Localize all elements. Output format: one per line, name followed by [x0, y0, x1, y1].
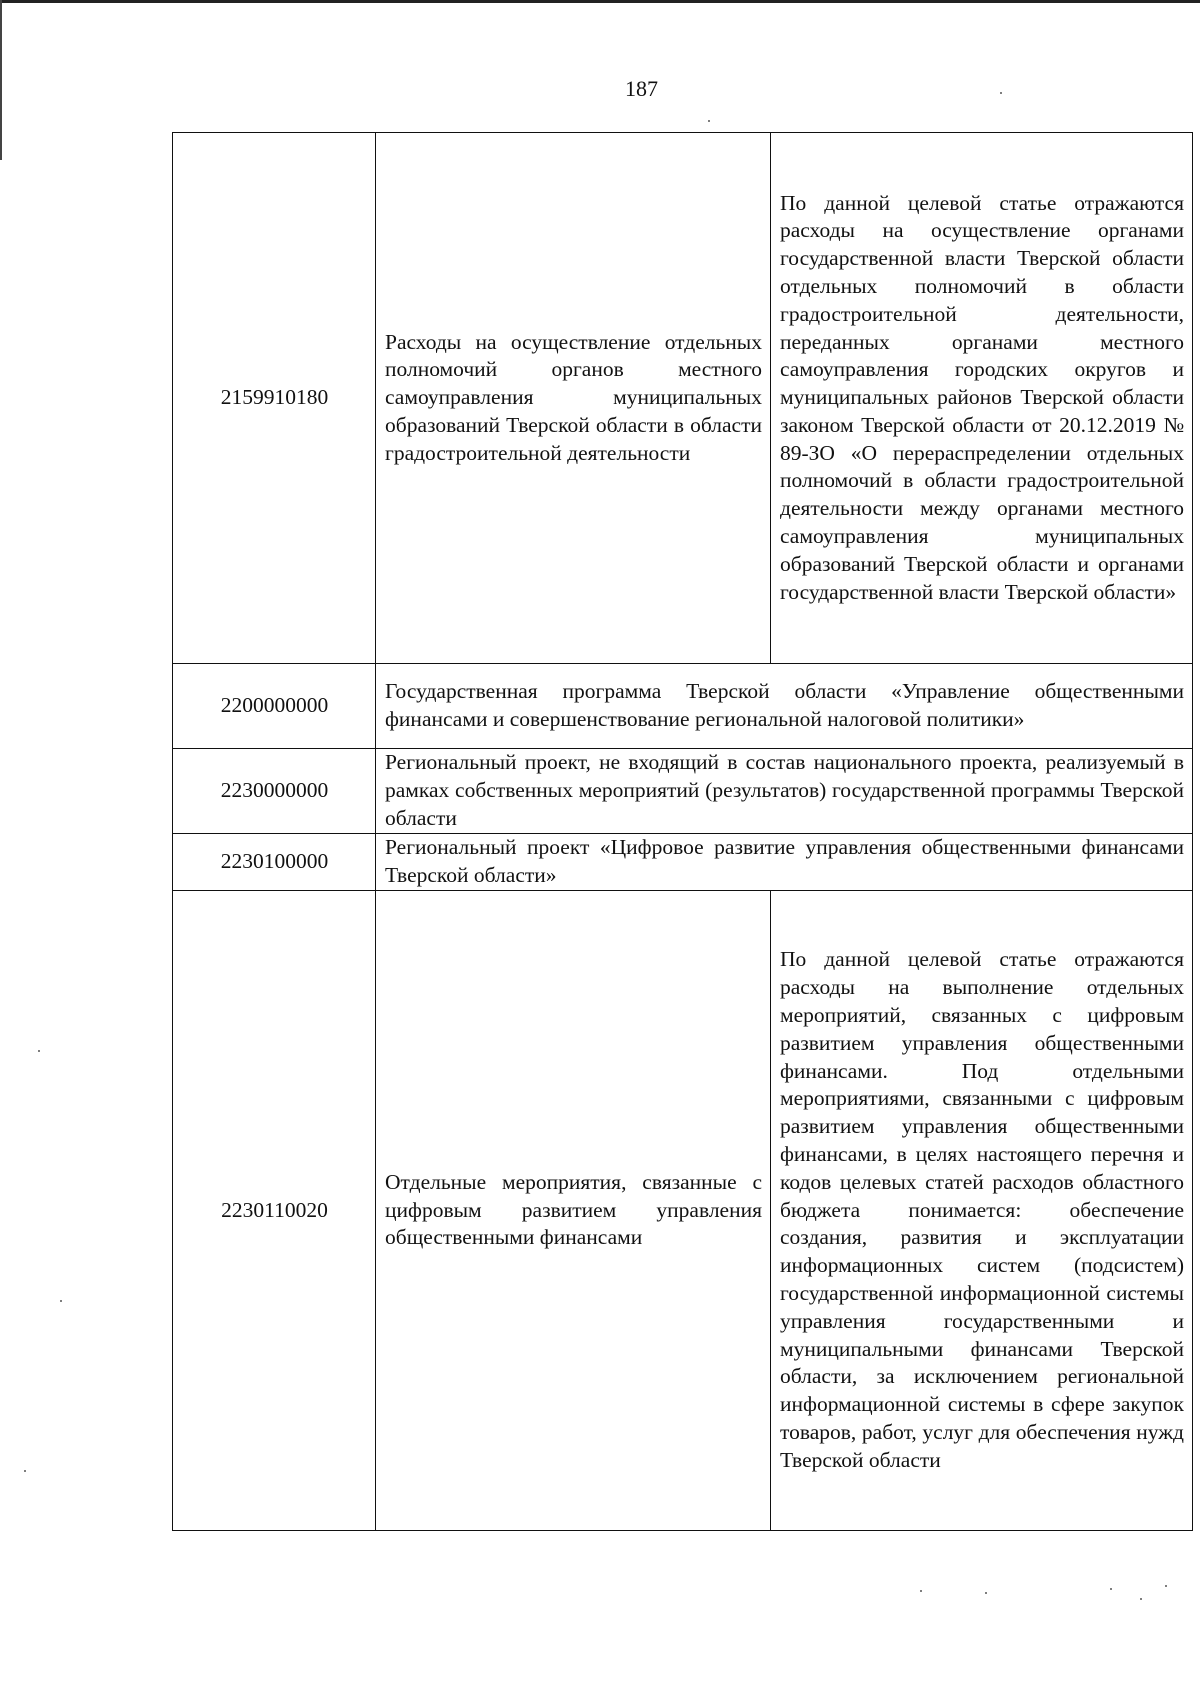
target-article-code: 2159910180: [173, 133, 376, 664]
scan-border-top: [0, 0, 1200, 3]
scan-speck: [38, 1050, 40, 1052]
table-row: [173, 133, 1193, 664]
scan-speck: [24, 1470, 26, 1472]
scan-speck: [985, 1592, 987, 1594]
table-row: [173, 834, 1193, 891]
scan-speck: [1000, 92, 1002, 94]
target-article-name: Региональный проект «Цифровое развитие управления общественными финансами Тверской области»: [376, 834, 1193, 891]
scan-speck: [1165, 1585, 1167, 1587]
target-article-name: Отдельные мероприятия, связанные с цифровым развитием управления общественными финансами: [376, 891, 771, 1531]
scan-speck: [708, 120, 710, 122]
table-row: [173, 749, 1193, 834]
table-row: [173, 891, 1193, 1531]
target-article-code: 2230000000: [173, 749, 376, 834]
target-article-name: Региональный проект, не входящий в состав национального проекта, реализуемый в рамках собственных мероприятий (результатов) государственной программы Тверской области: [376, 749, 1193, 834]
table-row: [173, 664, 1193, 749]
target-article-code: 2230100000: [173, 834, 376, 891]
target-article-name: Государственная программа Тверской области «Управление общественными финансами и совершенствование региональной налоговой политики»: [376, 664, 1193, 749]
target-article-name: Расходы на осуществление отдельных полномочий органов местного самоуправления муниципальных образований Тверской области в области градостроительной деятельности: [376, 133, 771, 664]
budget-codes-table: [172, 132, 1193, 1531]
scan-speck: [1140, 1598, 1142, 1600]
page-number: 187: [625, 76, 658, 101]
scan-speck: [920, 1590, 922, 1592]
target-article-description: По данной целевой статье отражаются расходы на осуществление органами государственной власти Тверской области отдельных полномочий в области градостроительной деятельности, переданных органами местного самоуправления городских округов и муниципальных районов Тверской области законом Тверской области от 20.12.2019 № 89-ЗО «О перераспределении отдельных полномочий в области градостроительной деятельности между органами местного самоуправления муниципальных образований Тверской области и органами государственной власти Тверской области»: [771, 133, 1193, 664]
target-article-code: 2200000000: [173, 664, 376, 749]
scan-speck: [60, 1300, 62, 1302]
target-article-code: 2230110020: [173, 891, 376, 1531]
scan-speck: [1110, 1588, 1112, 1590]
target-article-description: По данной целевой статье отражаются расходы на выполнение отдельных мероприятий, связанных с цифровым развитием управления общественными финансами. Под отдельными мероприятиями, связанными с цифровым развитием управления общественными финансами, в целях настоящего перечня и кодов целевых статей расходов областного бюджета понимается: обеспечение создания, развития и эксплуатации информационных систем (подсистем) государственной информационной системы управления государственными и муниципальными финансами Тверской области, за исключением региональной информационной системы в сфере закупок товаров, работ, услуг для обеспечения нужд Тверской области: [771, 891, 1193, 1531]
